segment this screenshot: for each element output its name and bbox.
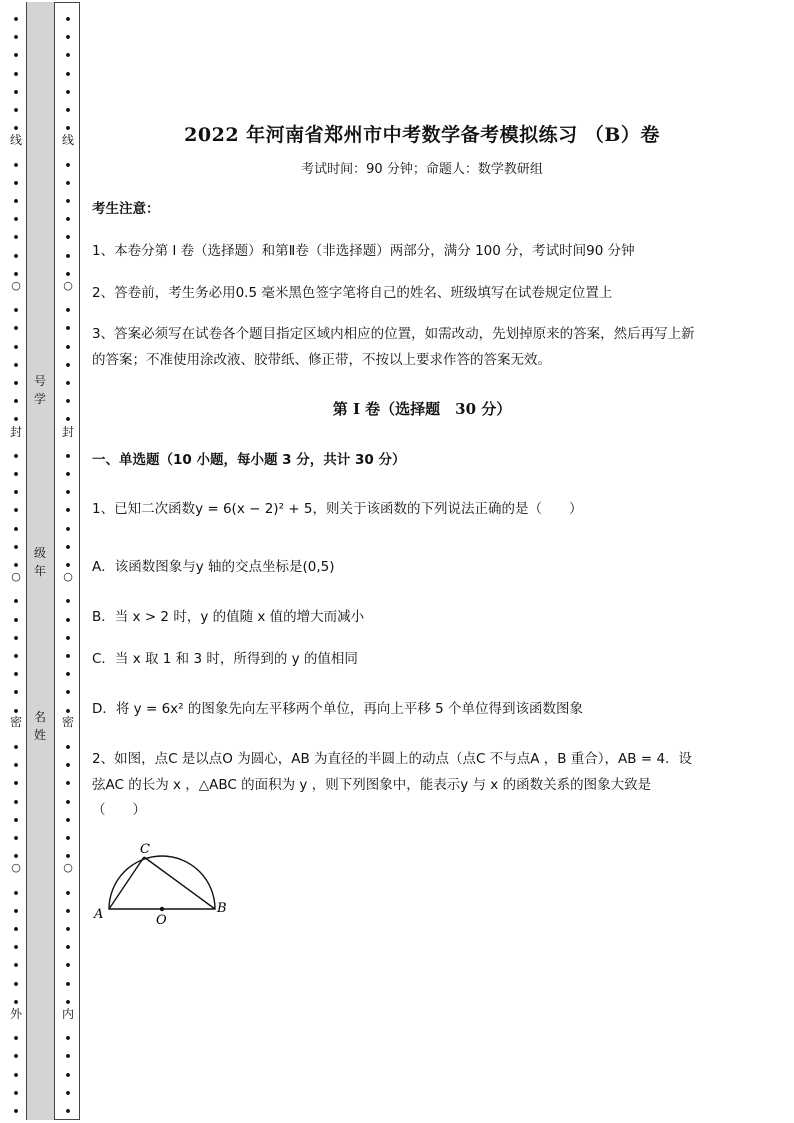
binding-dot: • bbox=[12, 450, 20, 463]
binding-dot: • bbox=[12, 341, 20, 354]
binding-dot: • bbox=[12, 1050, 20, 1063]
semicircle-figure bbox=[92, 836, 242, 931]
binding-dot: • bbox=[64, 632, 72, 645]
binding-dot: • bbox=[64, 468, 72, 481]
binding-dot: • bbox=[12, 523, 20, 536]
binding-dot: • bbox=[64, 68, 72, 81]
binding-dot: • bbox=[12, 796, 20, 809]
binding-dot: • bbox=[12, 741, 20, 754]
binding-mark-feng: 封 bbox=[9, 425, 22, 439]
name-field-label: 名姓 bbox=[33, 710, 46, 742]
binding-dot: • bbox=[12, 1105, 20, 1118]
question-2-line-2: 弦AC 的长为 x ，△ABC 的面积为 y ，则下列图象中，能表示y 与 x 的函数关系的图象大致是 bbox=[92, 777, 652, 793]
question-2-line-1: 2、如图，点C 是以点O 为圆心，AB 为直径的半圆上的动点（点C 不与点A ，B 重合），AB = 4．设 bbox=[92, 751, 693, 767]
binding-dot: • bbox=[64, 377, 72, 390]
binding-dot: • bbox=[64, 996, 72, 1009]
notice-item-3-line-1: 3、答案必须写在试卷各个题目指定区域内相应的位置，如需改动，先划掉原来的答案，然后再写上新 bbox=[92, 326, 695, 342]
binding-dot: • bbox=[64, 159, 72, 172]
binding-dot: • bbox=[64, 796, 72, 809]
question-1-option-c: C．当 x 取 1 和 3 时，所得到的 y 的值相同 bbox=[92, 651, 358, 667]
binding-mark-xian: 线 bbox=[61, 133, 74, 147]
label-a: A bbox=[94, 907, 104, 922]
binding-dot: • bbox=[12, 213, 20, 226]
binding-dot: • bbox=[64, 759, 72, 772]
binding-dot: • bbox=[64, 523, 72, 536]
semicircle-outline bbox=[109, 856, 215, 909]
section-title: 第 I 卷（选择题 30 分） bbox=[332, 400, 512, 418]
binding-dot: • bbox=[64, 887, 72, 900]
binding-dot: • bbox=[64, 304, 72, 317]
binding-dot: • bbox=[64, 104, 72, 117]
binding-dot: • bbox=[12, 395, 20, 408]
binding-dot: • bbox=[12, 231, 20, 244]
binding-dot: • bbox=[12, 377, 20, 390]
binding-dot: • bbox=[12, 614, 20, 627]
binding-dot: • bbox=[12, 486, 20, 499]
binding-dot: • bbox=[12, 359, 20, 372]
binding-dot: • bbox=[12, 122, 20, 135]
binding-dot: • bbox=[12, 887, 20, 900]
binding-ring-icon: ○ bbox=[11, 570, 21, 583]
binding-dot: • bbox=[64, 49, 72, 62]
binding-dot: • bbox=[64, 905, 72, 918]
binding-dot: • bbox=[12, 832, 20, 845]
binding-dot: • bbox=[12, 759, 20, 772]
binding-dot: • bbox=[64, 1032, 72, 1045]
binding-dot: • bbox=[64, 31, 72, 44]
binding-dot: • bbox=[12, 686, 20, 699]
binding-dot: • bbox=[12, 504, 20, 517]
exam-title: 2022 年河南省郑州市中考数学备考模拟练习 （B）卷 bbox=[184, 124, 660, 146]
notice-heading: 考生注意： bbox=[92, 201, 160, 217]
binding-dot: • bbox=[12, 1032, 20, 1045]
binding-dot: • bbox=[64, 413, 72, 426]
binding-ring-icon: ○ bbox=[63, 279, 73, 292]
binding-dot: • bbox=[64, 923, 72, 936]
binding-dot: • bbox=[64, 268, 72, 281]
binding-dot: • bbox=[12, 195, 20, 208]
binding-dot: • bbox=[64, 122, 72, 135]
binding-dot: • bbox=[12, 413, 20, 426]
binding-dot: • bbox=[64, 231, 72, 244]
binding-mark-feng: 封 bbox=[61, 425, 74, 439]
binding-dot: • bbox=[64, 195, 72, 208]
question-1-option-d: D．将 y = 6x² 的图象先向左平移两个单位，再向上平移 5 个单位得到该函数图象 bbox=[92, 701, 584, 717]
binding-dot: • bbox=[64, 450, 72, 463]
binding-dot: • bbox=[64, 814, 72, 827]
binding-dot: • bbox=[12, 468, 20, 481]
binding-dot: • bbox=[64, 941, 72, 954]
binding-dot: • bbox=[64, 559, 72, 572]
binding-dot: • bbox=[12, 322, 20, 335]
binding-dot: • bbox=[64, 504, 72, 517]
binding-dot: • bbox=[64, 668, 72, 681]
binding-dot: • bbox=[12, 1069, 20, 1082]
binding-dot: • bbox=[12, 814, 20, 827]
binding-mark-nei: 内 bbox=[61, 1007, 74, 1021]
binding-dot: • bbox=[12, 850, 20, 863]
binding-dot: • bbox=[12, 250, 20, 263]
question-1-option-a: A．该函数图象与y 轴的交点坐标是(0,5) bbox=[92, 559, 335, 575]
binding-mark-wai: 外 bbox=[9, 1007, 22, 1021]
binding-margin bbox=[0, 0, 82, 1123]
binding-dot: • bbox=[12, 304, 20, 317]
binding-dot: • bbox=[64, 1105, 72, 1118]
binding-dot: • bbox=[12, 959, 20, 972]
binding-dot: • bbox=[64, 1069, 72, 1082]
binding-dot: • bbox=[12, 177, 20, 190]
binding-dot: • bbox=[64, 777, 72, 790]
binding-dot: • bbox=[64, 850, 72, 863]
binding-dot: • bbox=[12, 268, 20, 281]
notice-item-3-line-2: 的答案；不准使用涂改液、胶带纸、修正带，不按以上要求作答的答案无效。 bbox=[92, 352, 551, 368]
binding-dot: • bbox=[64, 341, 72, 354]
binding-dot: • bbox=[64, 177, 72, 190]
binding-mark-xian: 线 bbox=[9, 133, 22, 147]
binding-dot: • bbox=[12, 541, 20, 554]
class-field-label: 级年 bbox=[33, 546, 46, 578]
binding-dot: • bbox=[64, 359, 72, 372]
binding-dot: • bbox=[64, 595, 72, 608]
binding-dot: • bbox=[12, 650, 20, 663]
binding-dot: • bbox=[12, 923, 20, 936]
binding-dot: • bbox=[12, 595, 20, 608]
binding-dot: • bbox=[12, 777, 20, 790]
question-2-line-3: （ ） bbox=[92, 802, 146, 818]
binding-dot: • bbox=[64, 86, 72, 99]
label-c: C bbox=[140, 842, 150, 857]
binding-dot: • bbox=[64, 650, 72, 663]
binding-dot: • bbox=[12, 996, 20, 1009]
binding-mark-mi: 密 bbox=[9, 715, 22, 729]
question-1-stem: 1、已知二次函数y = 6(x − 2)² + 5，则关于该函数的下列说法正确的是（ ） bbox=[92, 501, 583, 517]
notice-item-1: 1、本卷分第 I 卷（选择题）和第Ⅱ卷（非选择题）两部分，满分 100 分，考试时间90 分钟 bbox=[92, 243, 635, 259]
binding-dot: • bbox=[12, 1087, 20, 1100]
binding-dot: • bbox=[64, 13, 72, 26]
binding-dot: • bbox=[64, 250, 72, 263]
binding-dot: • bbox=[12, 941, 20, 954]
binding-dot: • bbox=[64, 486, 72, 499]
binding-dot: • bbox=[64, 541, 72, 554]
binding-dot: • bbox=[64, 686, 72, 699]
binding-dot: • bbox=[64, 213, 72, 226]
binding-ring-icon: ○ bbox=[11, 279, 21, 292]
binding-dot: • bbox=[12, 68, 20, 81]
exam-subtitle: 考试时间：90 分钟；命题人：数学教研组 bbox=[301, 162, 543, 177]
label-o: O bbox=[156, 913, 167, 928]
binding-dot: • bbox=[12, 86, 20, 99]
binding-dot: • bbox=[64, 614, 72, 627]
binding-dot: • bbox=[12, 632, 20, 645]
binding-dot: • bbox=[12, 668, 20, 681]
chord-ac bbox=[109, 857, 144, 909]
binding-dot: • bbox=[64, 1050, 72, 1063]
binding-dot: • bbox=[12, 905, 20, 918]
binding-dot: • bbox=[12, 104, 20, 117]
binding-dot: • bbox=[64, 741, 72, 754]
binding-dot: • bbox=[64, 978, 72, 991]
binding-ring-icon: ○ bbox=[63, 570, 73, 583]
question-1-option-b: B．当 x > 2 时，y 的值随 x 值的增大而减小 bbox=[92, 609, 365, 625]
binding-ring-icon: ○ bbox=[63, 861, 73, 874]
binding-dot: • bbox=[12, 49, 20, 62]
binding-dot: • bbox=[12, 978, 20, 991]
binding-dot: • bbox=[12, 159, 20, 172]
label-b: B bbox=[217, 901, 227, 916]
center-point-o bbox=[160, 907, 164, 911]
binding-dot: • bbox=[64, 322, 72, 335]
binding-dot: • bbox=[64, 395, 72, 408]
binding-dot: • bbox=[12, 705, 20, 718]
binding-dot: • bbox=[64, 832, 72, 845]
notice-item-2: 2、答卷前，考生务必用0.5 毫米黑色签字笔将自己的姓名、班级填写在试卷规定位置上 bbox=[92, 285, 613, 301]
binding-mark-mi: 密 bbox=[61, 715, 74, 729]
binding-dot: • bbox=[12, 559, 20, 572]
binding-dot: • bbox=[64, 959, 72, 972]
binding-dot: • bbox=[64, 1087, 72, 1100]
part-title: 一、单选题（10 小题，每小题 3 分，共计 30 分） bbox=[92, 452, 406, 468]
student-number-field-label: 号学 bbox=[33, 374, 46, 406]
binding-dot: • bbox=[12, 31, 20, 44]
binding-ring-icon: ○ bbox=[11, 861, 21, 874]
chord-bc bbox=[144, 857, 215, 909]
binding-dot: • bbox=[12, 13, 20, 26]
binding-dot: • bbox=[64, 705, 72, 718]
